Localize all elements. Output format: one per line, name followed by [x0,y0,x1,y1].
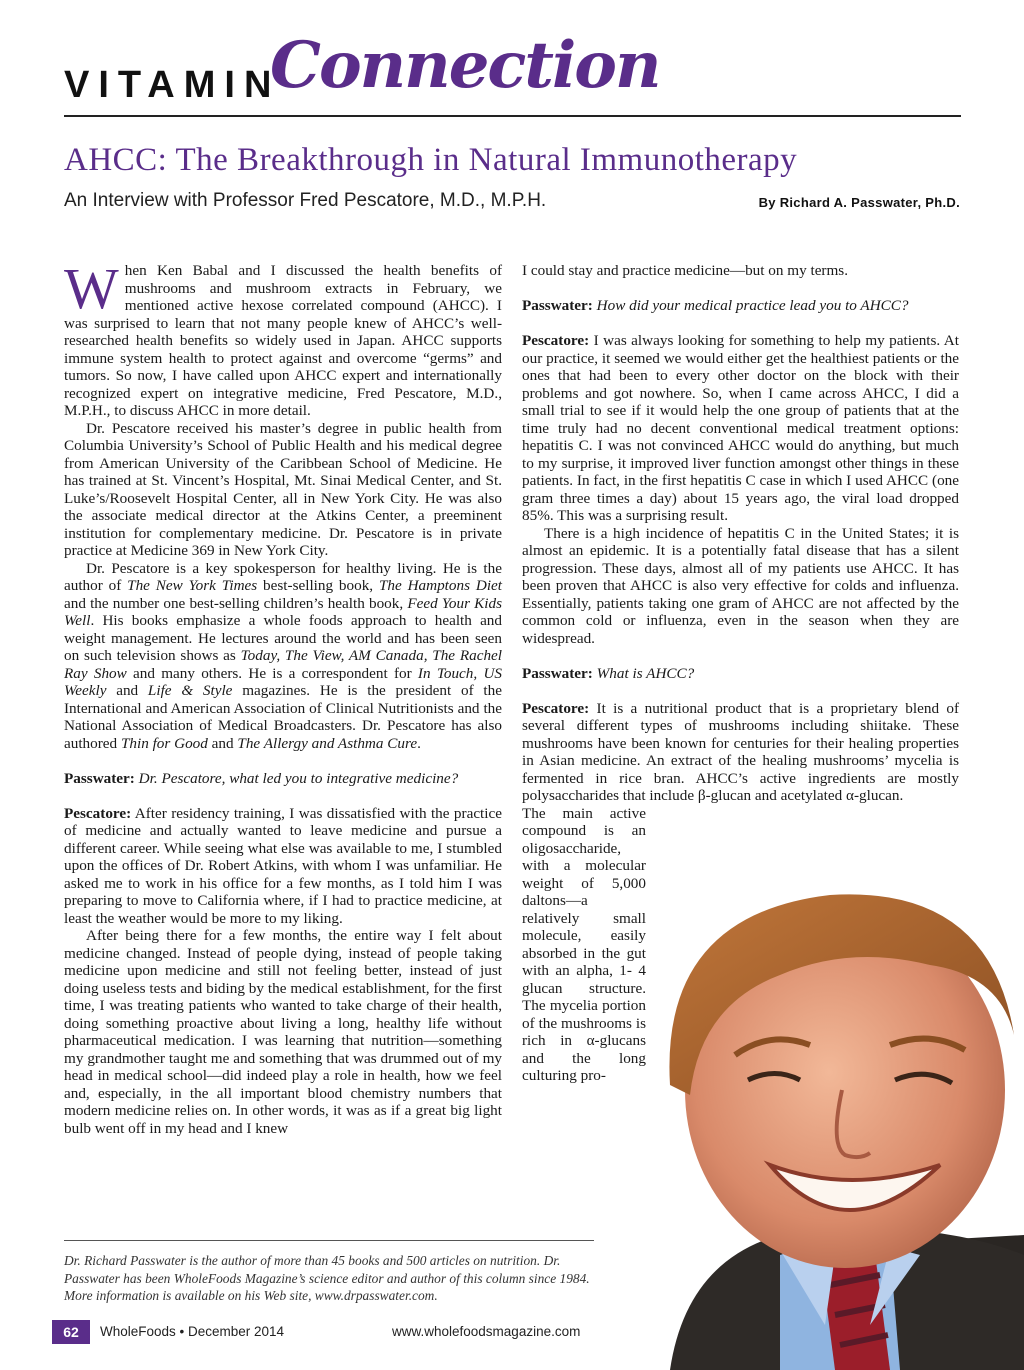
article-title: AHCC: The Breakthrough in Natural Immunotherapy [64,142,798,178]
question-3: Passwater: What is AHCC? [522,664,695,682]
spokesperson-paragraph: Dr. Pescatore is a key spokesperson for healthy living. He is the author of The New York Times best-selling book, The Hamptons Diet and the number one best-selling children’s health book, Feed Your Kids Well. His books emphasize a whole foods approach to health and weight management. He lectures around the world and has been seen on such television shows as Today, The View, AM Canada, The Rachel Ray Show and many others. He is a correspondent for In Touch, US Weekly and Life & Style magazines. He is the president of the International and American Association of Clinical Nutritionists and the National Association of Medical Broadcasters. Dr. Pescatore has also authored Thin for Good and The Allergy and Asthma Cure. [64,559,503,752]
drop-cap: W [64,256,119,321]
page-footer [52,1320,592,1344]
masthead-vitamin: VITAMIN [64,64,281,106]
publication-issue: WholeFoods • December 2014 [100,1324,285,1339]
portrait-illustration [630,855,1024,1370]
article-byline: By Richard A. Passwater, Ph.D. [758,195,960,210]
hepatitis-paragraph: There is a high incidence of hepatitis C in the United States; it is almost an epidemic. It is a potentially fatal disease that has a silent progression. These days, almost all of my patients use AHCC. It has been proven that AHCC is also very effective for colds and influenza. Essentially, patients taking one gram of AHCC are not affected by the common cold or influenza, even in the season when they are widespread. [522,524,959,647]
bio-paragraph: Dr. Pescatore received his master’s degree in public health from Columbia University’s School of Public Health and his medical degree from American University of the Caribbean School of Medicine. He has trained at St. Vincent’s Hospital, Mt. Sinai Medical Center, and St. Luke’s/Roosevelt Hospital Center, all in New York City. He was also the associate medical director at the Atkins Center, a preeminent institution for complementary medicine. Dr. Pescatore is in private practice at Medicine 369 in New York City. [64,419,502,559]
question-2: Passwater: How did your medical practice lead you to AHCC? [522,297,909,314]
column-left [64,256,503,1137]
masthead-rule [64,115,961,117]
intro-paragraph: When Ken Babal and I discussed the health benefits of mushrooms and mushroom extracts in February, we mentioned active hexose correlated compound (AHCC). I was surprised to learn that not many people knew of AHCC’s well-researched health benefits so widely used in Japan. AHCC supports immune system health to protect against and overcome “germs” and tumors. So now, I have called upon AHCC expert and internationally recognized expert on integrative medicine, Fred Pescatore, M.D., M.P.H., to discuss AHCC in more detail. [64,256,502,419]
answer-1-continued: After being there for a few months, the entire way I felt about medicine changed. Instead of people dying, instead of people taking medicine upon medicine and still not feeling better, instead of just doing useless tests and biding by the medical establishment, for the first time, I was treating patients who wanted to take charge of their health, doing something proactive about living a long, healthy life without pharmaceutical medication. I was learning that nutrition—something my grandmother taught me and something that was drummed out of my head in medical school—did indeed play a role in health, how we feel and, especially, in the all important blood chemistry numbers that modern medicine relies on. In other words, it was as if a great big light bulb went off in my head and I knew [64,927,502,1137]
masthead-connection-logo: Connection [270,28,660,103]
answer-3-continued: The main active compound is an oligosaccharide, with a molecular weight of 5,000 daltons—a relatively small molecule, easily absorbed in the gut with an alpha, 1- 4 glucan structure. The mycelia portion of the mushrooms is rich in α-glucans and the long culturing pro- [522,804,646,1084]
answer-3: Pescatore: It is a nutritional product that is a proprietary blend of several different types of mushrooms including shiitake. These mushrooms have been known for centuries for their healing properties in Asian medicine. An extract of the healing mushrooms’ mycelia is fermented in rice bran. AHCC’s active ingredients are mostly polysaccharides that include β-glucan and acetylated α-glucan. [522,699,960,804]
question-1: Passwater: Dr. Pescatore, what led you to integrative medicine? [64,769,459,787]
author-bio: Dr. Richard Passwater is the author of more than 45 books and 500 articles on nutrition. Dr. Passwater has been WholeFoods Magazine’s science editor and author of this column since 1984. More information is available on his Web site, www.drpasswater.com. [64,1240,594,1305]
answer-1-end: I could stay and practice medicine—but on my terms. [522,262,849,279]
portrait-photo [630,855,1024,1370]
answer-1: Pescatore: After residency training, I was dissatisfied with the practice of medicine and actually wanted to leave medicine and pursue a different career. While seeing what else was available to me, I stumbled upon the offices of Dr. Robert Atkins, with whom I was unfamiliar. He asked me to work in his office for a few months, as I told him I was preparing to move to California where, if I had to practice medicine, at least the weather would be more to my liking. [64,804,502,927]
answer-2: Pescatore: I was always looking for something to help my patients. At our practice, it seemed we would either get the healthiest patients or the ones that had been to every other doctor on the block with their problems and got nowhere. So, when I came across AHCC, I did a small trial to see if it would help the one group of patients that at the time truly had no decent conventional medical treatment options: hepatitis C. I was not convinced AHCC would do anything, but much to my surprise, it improved liver function amongst other things in these patients. In fact, in the first hepatitis C case in which I used AHCC (one gram three times a day) about 15 years ago, the viral load dropped 85%. This was a surprising result. [522,332,959,524]
website-link[interactable]: www.wholefoodsmagazine.com [392,1324,581,1339]
article-subtitle: An Interview with Professor Fred Pescatore, M.D., M.P.H. [64,190,547,211]
page-number: 62 [52,1320,90,1344]
masthead [64,28,964,108]
